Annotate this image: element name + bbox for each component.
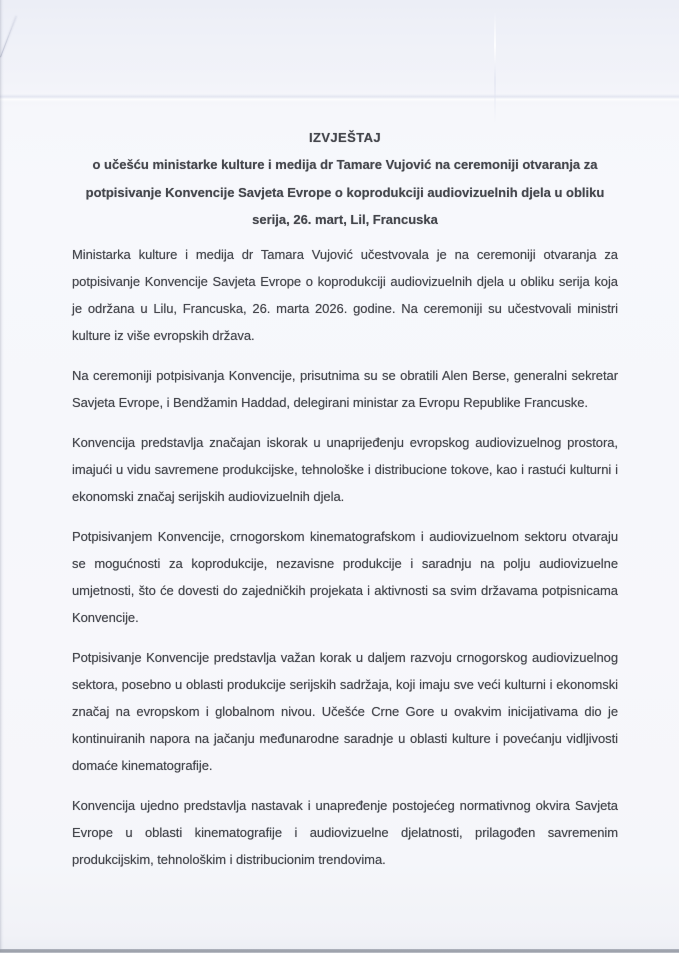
paragraph: Potpisivanjem Konvencije, crnogorskom kinematografskom i audiovizuelnom sektoru otvaraju se mogućnosti za koprodukcije, nezavisne produkcije i saradnju na polju audiovizuelne umjetnosti, što će dovesti do zajedničkih projekata i aktivnosti sa svim državama potpisnicama Konvencije.	[72, 528, 618, 625]
report-paragraphs	[72, 241, 618, 873]
paragraph: Ministarka kulture i medija dr Tamara Vujović učestvovala je na ceremoniji otvaranja za potpisivanje Konvencije Savjeta Evrope o koprodukciji audiovizuelnih djela u obliku serija koja je održana u Lilu, Francuska, 26. marta 2026. godine. Na ceremoniji su učestvovali ministri kulture iz više evropskih država.	[72, 246, 618, 343]
report-subtitle-line: serija, 26. mart, Lil, Francuska	[252, 212, 438, 227]
report-subtitle	[72, 151, 618, 234]
paragraph: Konvencija predstavlja značajan iskorak u unaprijeđenju evropskog audiovizuelnog prostora, imajući u vidu savremene produkcijske, tehnološke i distribucione tokove, kao i rastući kulturni i ekonomski značaj serijskih audiovizuelnih djela.	[72, 434, 618, 504]
paragraph: Konvencija ujedno predstavlja nastavak i unapređenje postojećeg normativnog okvira Savjeta Evrope u oblasti kinematografije i audiovizuelne djelatnosti, prilagođen savremenim produkcijskim, tehnološkim i distribucionim trendovima.	[72, 797, 618, 867]
report-subtitle-line: potpisivanje Konvencije Savjeta Evrope o koprodukciji audiovizuelnih djela u obliku	[85, 184, 605, 200]
paragraph: Na ceremoniji potpisivanja Konvencije, prisutnima su se obratili Alen Berse, generalni sekretar Savjeta Evrope, i Bendžamin Haddad, delegirani ministar za Evropu Republike Francuske.	[72, 367, 618, 410]
report-body	[72, 124, 618, 873]
page-left-edge-shadow	[0, 0, 4, 952]
horizontal-fold-crease	[0, 94, 679, 102]
scan-background	[0, 953, 679, 960]
report-subtitle-line: o učešću ministarke kulture i medija dr Tamare Vujović na ceremoniji otvaranja za	[92, 157, 598, 172]
vertical-fold-crease	[494, 12, 496, 124]
report-title: IZVJEŠTAJ	[309, 130, 381, 145]
paragraph: Potpisivanje Konvencije predstavlja važan korak u daljem razvoju crnogorskog audiovizuelnog sektora, posebno u oblasti produkcije serijskih sadržaja, koji imaju sve veći kulturni i ekonomski značaj na evropskom i globalnom nivou. Učešće Crne Gore u ovakvim inicijativama dio je kontinuiranih napora na jačanju međunarodne saradnje u oblasti kulture i povećanju vidljivosti domaće kinematografije.	[72, 649, 618, 773]
